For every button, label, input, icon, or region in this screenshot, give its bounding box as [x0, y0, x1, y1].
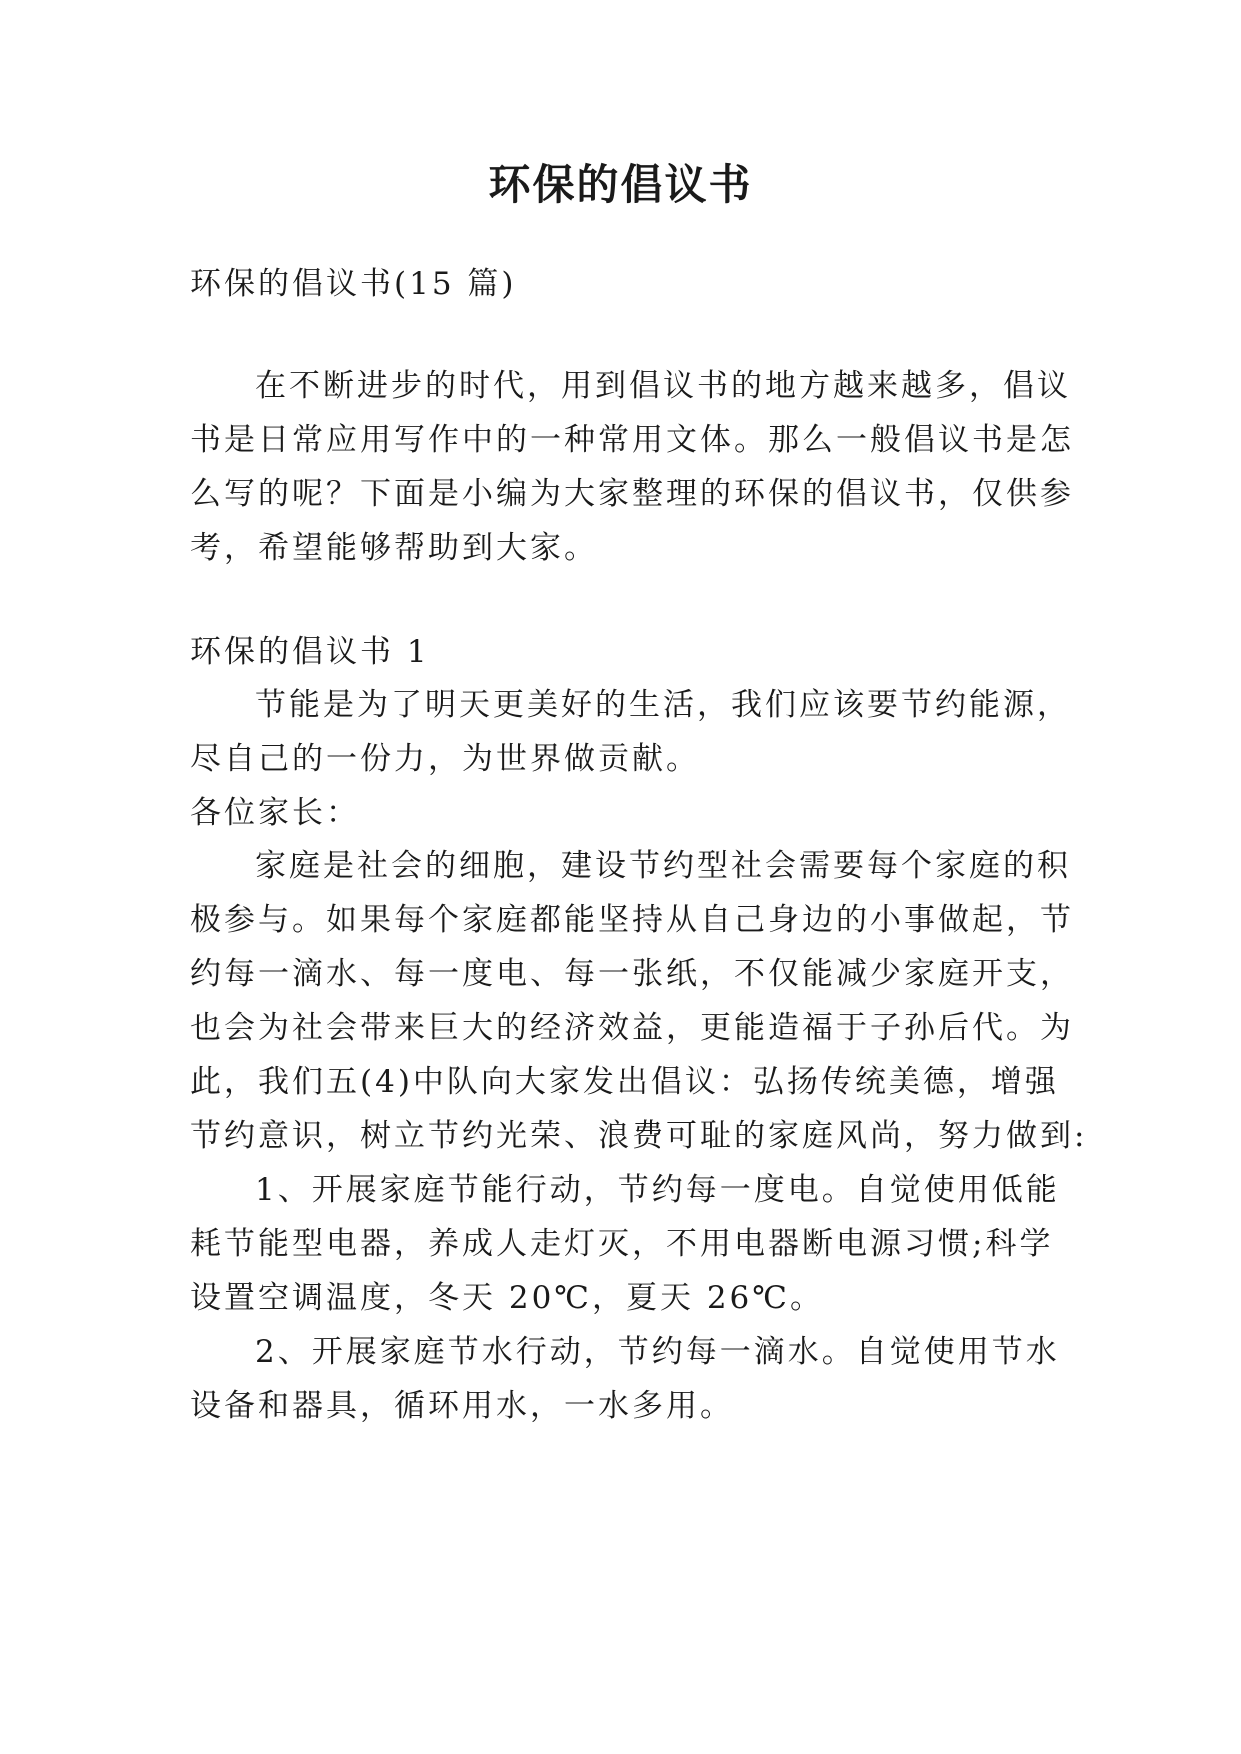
section-lead-line: 节能是为了明天更美好的生活，我们应该要节约能源，: [255, 687, 1071, 723]
list-item-line: 设置空调温度，冬天 20℃，夏天 26℃。: [190, 1280, 824, 1316]
list-item-line: 2、开展家庭节水行动，节约每一滴水。自觉使用节水: [255, 1334, 1060, 1370]
document-subtitle: 环保的倡议书(15 篇): [190, 266, 517, 302]
section-heading: 环保的倡议书 1: [190, 634, 430, 670]
body-line: 节约意识，树立节约光荣、浪费可耻的家庭风尚，努力做到:: [190, 1118, 1088, 1154]
body-line: 此，我们五(4)中队向大家发出倡议：弘扬传统美德，增强: [190, 1064, 1059, 1100]
body-line: 极参与。如果每个家庭都能坚持从自己身边的小事做起，节: [190, 902, 1074, 938]
section-lead-line: 尽自己的一份力，为世界做贡献。: [190, 741, 700, 777]
body-line: 家庭是社会的细胞，建设节约型社会需要每个家庭的积: [255, 848, 1071, 884]
document-title: 环保的倡议书: [488, 160, 753, 209]
body-line: 约每一滴水、每一度电、每一张纸，不仅能减少家庭开支，: [190, 956, 1074, 992]
body-line: 也会为社会带来巨大的经济效益，更能造福于子孙后代。为: [190, 1010, 1074, 1046]
intro-line: 考，希望能够帮助到大家。: [190, 530, 598, 566]
intro-line: 书是日常应用写作中的一种常用文体。那么一般倡议书是怎: [190, 422, 1074, 458]
list-item-line: 耗节能型电器，养成人走灯灭，不用电器断电源习惯;科学: [190, 1226, 1054, 1262]
intro-line: 么写的呢？下面是小编为大家整理的环保的倡议书，仅供参: [190, 476, 1074, 512]
salutation: 各位家长：: [190, 795, 360, 831]
intro-line: 在不断进步的时代，用到倡议书的地方越来越多，倡议: [255, 368, 1071, 404]
list-item-line: 设备和器具，循环用水，一水多用。: [190, 1388, 734, 1424]
list-item-line: 1、开展家庭节能行动，节约每一度电。自觉使用低能: [255, 1172, 1060, 1208]
